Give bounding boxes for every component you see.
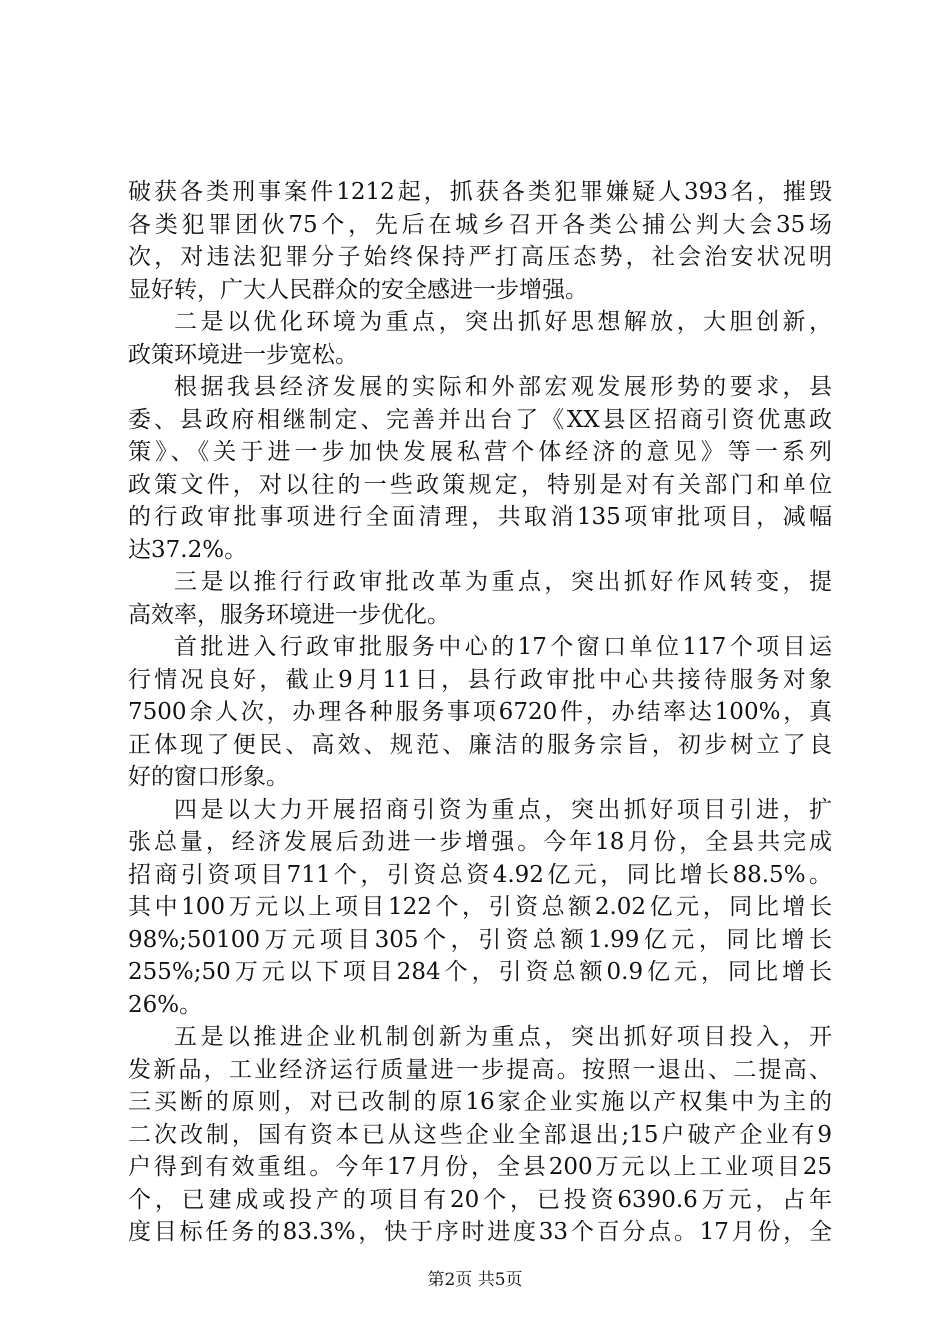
- text-line: 委、县政府相继制定、完善并出台了《XX县区招商引资优惠政: [128, 406, 832, 433]
- text-line: 其中100万元以上项目122个，引资总额2.02亿元，同比增长: [128, 894, 832, 920]
- text-line: 次，对违法犯罪分子始终保持严打高压态势，社会治安状况明: [128, 244, 832, 270]
- text-line: 三是以推行行政审批改革为重点，突出抓好作风转变，提: [174, 569, 832, 595]
- text-line: 98%;50100万元项目305个，引资总额1.99亿元，同比增长: [128, 926, 832, 953]
- text-line: 发新品，工业经济运行质量进一步提高。按照一退出、二提高、: [128, 1056, 832, 1083]
- text-line: 二是以优化环境为重点，突出抓好思想解放，大胆创新，: [174, 309, 832, 335]
- text-line: 度目标任务的83.3%，快于序时进度33个百分点。17月份，全: [128, 1219, 832, 1245]
- text-line: 张总量，经济发展后劲进一步增强。今年18月份，全县共完成: [128, 829, 832, 855]
- text-line: 各类犯罪团伙75个，先后在城乡召开各类公捕公判大会35场: [128, 211, 832, 238]
- text-line: 7500余人次，办理各种服务事项6720件，办结率达100%，真: [128, 699, 832, 725]
- text-line: 破获各类刑事案件1212起，抓获各类犯罪嫌疑人393名，摧毁: [128, 179, 832, 205]
- text-line: 三买断的原则，对已改制的原16家企业实施以产权集中为主的: [128, 1089, 832, 1115]
- text-line: 四是以大力开展招商引资为重点，突出抓好项目引进，扩: [174, 796, 832, 823]
- text-line: 根据我县经济发展的实际和外部宏观发展形势的要求，县: [174, 374, 832, 400]
- page-footer: 第2页 共5页: [427, 1270, 523, 1290]
- text-line: 的行政审批事项进行全面清理，共取消135项审批项目，减幅: [128, 504, 832, 530]
- text-line: 正体现了便民、高效、规范、廉洁的服务宗旨，初步树立了良: [128, 731, 832, 758]
- document-body: [128, 176, 832, 1249]
- text-line: 政策环境进一步宽松。: [128, 341, 358, 368]
- text-line: 255%;50万元以下项目284个，引资总额0.9亿元，同比增长: [128, 959, 832, 985]
- text-line: 显好转，广大人民群众的安全感进一步增强。: [128, 276, 588, 303]
- text-line: 个，已建成或投产的项目有20个，已投资6390.6万元，占年: [128, 1186, 832, 1213]
- text-line: 户得到有效重组。今年17月份，全县200万元以上工业项目25: [128, 1154, 832, 1180]
- text-line: 政策文件，对以往的一些政策规定，特别是对有关部门和单位: [128, 471, 832, 498]
- text-line: 达37.2%。: [128, 536, 248, 563]
- text-line: 五是以推进企业机制创新为重点，突出抓好项目投入，开: [174, 1024, 832, 1050]
- text-line: 行情况良好，截止9月11日，县行政审批中心共接待服务对象: [128, 666, 832, 693]
- text-line: 高效率，服务环境进一步优化。: [128, 601, 450, 628]
- text-line: 好的窗口形象。: [128, 764, 289, 790]
- text-line: 首批进入行政审批服务中心的17个窗口单位117个项目运: [174, 634, 832, 660]
- text-line: 二次改制，国有资本已从这些企业全部退出;15户破产企业有9: [128, 1121, 832, 1148]
- text-line: 招商引资项目711个，引资总资4.92亿元，同比增长88.5%。: [128, 861, 832, 888]
- text-line: 策》、《关于进一步加快发展私营个体经济的意见》等一系列: [128, 439, 832, 465]
- text-line: 26%。: [128, 991, 203, 1018]
